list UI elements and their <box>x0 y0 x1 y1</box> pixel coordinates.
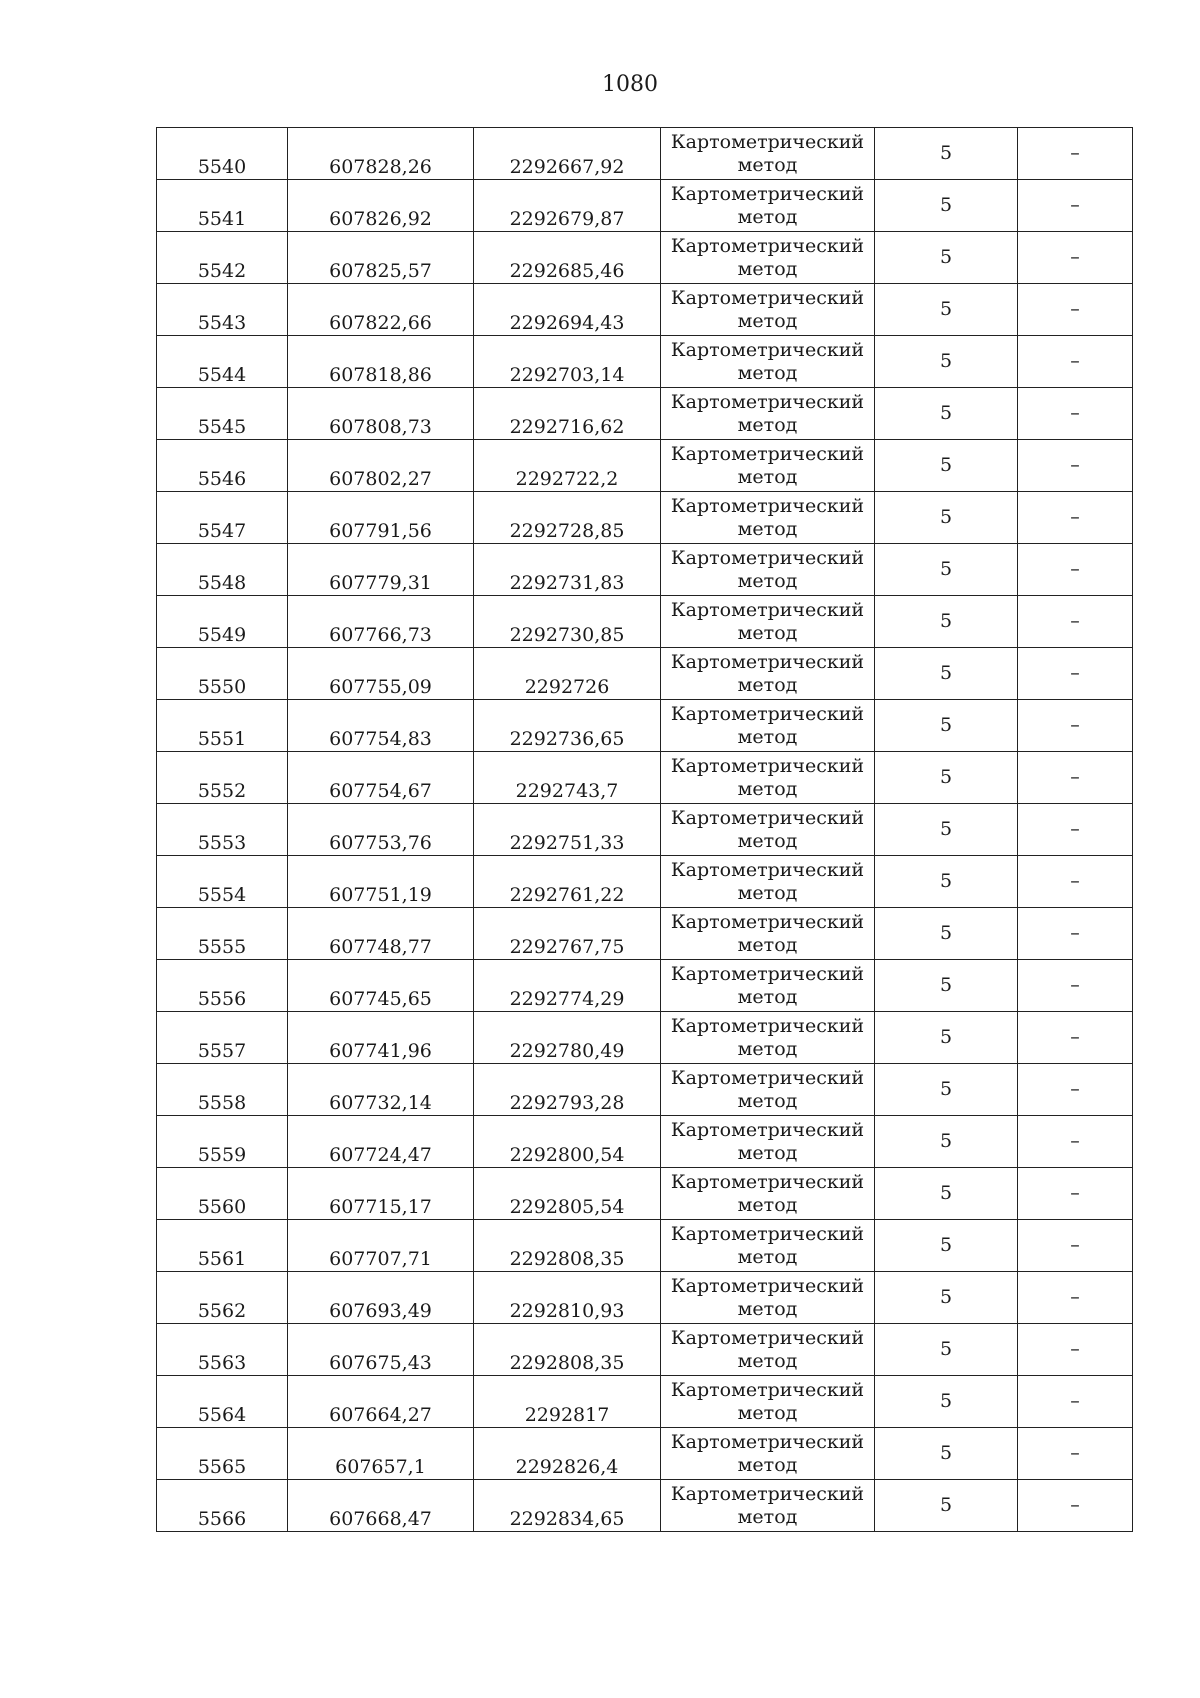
method-cell <box>661 388 875 440</box>
point-number-cell: 5549 <box>157 596 288 648</box>
x-coordinate-cell: 607766,73 <box>288 596 474 648</box>
method-line-2: метод <box>737 517 798 540</box>
method-line-2: метод <box>737 985 798 1008</box>
method-line-1: Картометрический <box>670 962 865 985</box>
method-line-2: метод <box>737 829 798 852</box>
x-coordinate-cell: 607664,27 <box>288 1376 474 1428</box>
note-cell: – <box>1018 544 1133 596</box>
table-row <box>157 232 1133 284</box>
x-coordinate-cell: 607753,76 <box>288 804 474 856</box>
method-cell <box>661 1376 875 1428</box>
method-line-1: Картометрический <box>670 650 865 673</box>
method-line-2: метод <box>737 1193 798 1216</box>
method-cell <box>661 960 875 1012</box>
x-coordinate-cell: 607802,27 <box>288 440 474 492</box>
method-cell <box>661 856 875 908</box>
method-line-1: Картометрический <box>670 286 865 309</box>
point-number-cell: 5551 <box>157 700 288 752</box>
y-coordinate-cell: 2292774,29 <box>474 960 661 1012</box>
method-line-2: метод <box>737 1297 798 1320</box>
accuracy-cell: 5 <box>875 388 1018 440</box>
method-line-2: метод <box>737 933 798 956</box>
table-row <box>157 1116 1133 1168</box>
x-coordinate-cell: 607657,1 <box>288 1428 474 1480</box>
y-coordinate-cell: 2292767,75 <box>474 908 661 960</box>
accuracy-cell: 5 <box>875 960 1018 1012</box>
point-number-cell: 5552 <box>157 752 288 804</box>
method-line-1: Картометрический <box>670 1378 865 1401</box>
y-coordinate-cell: 2292730,85 <box>474 596 661 648</box>
accuracy-cell: 5 <box>875 1376 1018 1428</box>
note-cell: – <box>1018 596 1133 648</box>
accuracy-cell: 5 <box>875 1324 1018 1376</box>
page-number: 1080 <box>602 72 658 97</box>
y-coordinate-cell: 2292694,43 <box>474 284 661 336</box>
point-number-cell: 5547 <box>157 492 288 544</box>
x-coordinate-cell: 607745,65 <box>288 960 474 1012</box>
table-row <box>157 752 1133 804</box>
table-row <box>157 128 1133 180</box>
method-cell <box>661 700 875 752</box>
method-line-1: Картометрический <box>670 1118 865 1141</box>
note-cell: – <box>1018 648 1133 700</box>
method-line-2: метод <box>737 257 798 280</box>
note-cell: – <box>1018 1116 1133 1168</box>
y-coordinate-cell: 2292780,49 <box>474 1012 661 1064</box>
table-row <box>157 336 1133 388</box>
method-line-1: Картометрический <box>670 546 865 569</box>
accuracy-cell: 5 <box>875 1272 1018 1324</box>
y-coordinate-cell: 2292667,92 <box>474 128 661 180</box>
accuracy-cell: 5 <box>875 1220 1018 1272</box>
x-coordinate-cell: 607818,86 <box>288 336 474 388</box>
method-cell <box>661 440 875 492</box>
x-coordinate-cell: 607693,49 <box>288 1272 474 1324</box>
table-row <box>157 388 1133 440</box>
method-cell <box>661 648 875 700</box>
method-line-1: Картометрический <box>670 1222 865 1245</box>
x-coordinate-cell: 607748,77 <box>288 908 474 960</box>
table-row <box>157 700 1133 752</box>
point-number-cell: 5557 <box>157 1012 288 1064</box>
method-line-2: метод <box>737 569 798 592</box>
method-line-1: Картометрический <box>670 234 865 257</box>
note-cell: – <box>1018 1220 1133 1272</box>
x-coordinate-cell: 607791,56 <box>288 492 474 544</box>
method-line-2: метод <box>737 1453 798 1476</box>
y-coordinate-cell: 2292751,33 <box>474 804 661 856</box>
table-row <box>157 492 1133 544</box>
method-cell <box>661 804 875 856</box>
method-line-1: Картометрический <box>670 1326 865 1349</box>
accuracy-cell: 5 <box>875 1012 1018 1064</box>
method-line-2: метод <box>737 673 798 696</box>
x-coordinate-cell: 607754,67 <box>288 752 474 804</box>
accuracy-cell: 5 <box>875 1064 1018 1116</box>
method-line-2: метод <box>737 309 798 332</box>
accuracy-cell: 5 <box>875 648 1018 700</box>
point-number-cell: 5545 <box>157 388 288 440</box>
method-line-1: Картометрический <box>670 338 865 361</box>
x-coordinate-cell: 607808,73 <box>288 388 474 440</box>
note-cell: – <box>1018 1272 1133 1324</box>
table-row <box>157 1324 1133 1376</box>
accuracy-cell: 5 <box>875 856 1018 908</box>
method-line-1: Картометрический <box>670 754 865 777</box>
note-cell: – <box>1018 1428 1133 1480</box>
y-coordinate-cell: 2292731,83 <box>474 544 661 596</box>
method-line-1: Картометрический <box>670 1430 865 1453</box>
accuracy-cell: 5 <box>875 752 1018 804</box>
accuracy-cell: 5 <box>875 908 1018 960</box>
x-coordinate-cell: 607822,66 <box>288 284 474 336</box>
method-line-1: Картометрический <box>670 598 865 621</box>
note-cell: – <box>1018 232 1133 284</box>
method-cell <box>661 1272 875 1324</box>
point-number-cell: 5561 <box>157 1220 288 1272</box>
x-coordinate-cell: 607755,09 <box>288 648 474 700</box>
x-coordinate-cell: 607779,31 <box>288 544 474 596</box>
method-line-1: Картометрический <box>670 858 865 881</box>
accuracy-cell: 5 <box>875 128 1018 180</box>
note-cell: – <box>1018 1168 1133 1220</box>
method-line-1: Картометрический <box>670 806 865 829</box>
y-coordinate-cell: 2292679,87 <box>474 180 661 232</box>
x-coordinate-cell: 607825,57 <box>288 232 474 284</box>
note-cell: – <box>1018 128 1133 180</box>
method-line-1: Картометрический <box>670 442 865 465</box>
method-line-1: Картометрический <box>670 1066 865 1089</box>
point-number-cell: 5566 <box>157 1480 288 1532</box>
point-number-cell: 5540 <box>157 128 288 180</box>
note-cell: – <box>1018 440 1133 492</box>
table-row <box>157 648 1133 700</box>
y-coordinate-cell: 2292685,46 <box>474 232 661 284</box>
note-cell: – <box>1018 492 1133 544</box>
accuracy-cell: 5 <box>875 596 1018 648</box>
table-row <box>157 1272 1133 1324</box>
y-coordinate-cell: 2292728,85 <box>474 492 661 544</box>
table-row <box>157 856 1133 908</box>
accuracy-cell: 5 <box>875 336 1018 388</box>
method-line-2: метод <box>737 1089 798 1112</box>
y-coordinate-cell: 2292810,93 <box>474 1272 661 1324</box>
method-cell <box>661 492 875 544</box>
note-cell: – <box>1018 1376 1133 1428</box>
method-cell <box>661 1428 875 1480</box>
method-line-2: метод <box>737 465 798 488</box>
method-line-2: метод <box>737 1349 798 1372</box>
accuracy-cell: 5 <box>875 440 1018 492</box>
point-number-cell: 5560 <box>157 1168 288 1220</box>
method-line-2: метод <box>737 1037 798 1060</box>
table-row <box>157 1428 1133 1480</box>
y-coordinate-cell: 2292800,54 <box>474 1116 661 1168</box>
method-line-1: Картометрический <box>670 1482 865 1505</box>
x-coordinate-cell: 607668,47 <box>288 1480 474 1532</box>
method-line-1: Картометрический <box>670 130 865 153</box>
point-number-cell: 5556 <box>157 960 288 1012</box>
method-line-1: Картометрический <box>670 1274 865 1297</box>
method-cell <box>661 1064 875 1116</box>
method-line-1: Картометрический <box>670 1170 865 1193</box>
point-number-cell: 5546 <box>157 440 288 492</box>
method-cell <box>661 1324 875 1376</box>
accuracy-cell: 5 <box>875 1116 1018 1168</box>
method-line-1: Картометрический <box>670 390 865 413</box>
note-cell: – <box>1018 752 1133 804</box>
method-line-2: метод <box>737 1245 798 1268</box>
y-coordinate-cell: 2292834,65 <box>474 1480 661 1532</box>
note-cell: – <box>1018 180 1133 232</box>
x-coordinate-cell: 607751,19 <box>288 856 474 908</box>
accuracy-cell: 5 <box>875 700 1018 752</box>
x-coordinate-cell: 607826,92 <box>288 180 474 232</box>
note-cell: – <box>1018 856 1133 908</box>
table-row <box>157 1064 1133 1116</box>
y-coordinate-cell: 2292736,65 <box>474 700 661 752</box>
method-line-2: метод <box>737 1505 798 1528</box>
method-cell <box>661 544 875 596</box>
method-cell <box>661 596 875 648</box>
x-coordinate-cell: 607675,43 <box>288 1324 474 1376</box>
point-number-cell: 5542 <box>157 232 288 284</box>
table-row <box>157 180 1133 232</box>
y-coordinate-cell: 2292761,22 <box>474 856 661 908</box>
method-cell <box>661 232 875 284</box>
y-coordinate-cell: 2292716,62 <box>474 388 661 440</box>
x-coordinate-cell: 607724,47 <box>288 1116 474 1168</box>
y-coordinate-cell: 2292805,54 <box>474 1168 661 1220</box>
note-cell: – <box>1018 700 1133 752</box>
y-coordinate-cell: 2292808,35 <box>474 1220 661 1272</box>
accuracy-cell: 5 <box>875 492 1018 544</box>
table-row <box>157 1220 1133 1272</box>
note-cell: – <box>1018 388 1133 440</box>
y-coordinate-cell: 2292703,14 <box>474 336 661 388</box>
point-number-cell: 5548 <box>157 544 288 596</box>
method-cell <box>661 284 875 336</box>
y-coordinate-cell: 2292826,4 <box>474 1428 661 1480</box>
table-row <box>157 804 1133 856</box>
point-number-cell: 5550 <box>157 648 288 700</box>
accuracy-cell: 5 <box>875 1428 1018 1480</box>
table-row <box>157 1480 1133 1532</box>
method-line-2: метод <box>737 621 798 644</box>
note-cell: – <box>1018 336 1133 388</box>
y-coordinate-cell: 2292722,2 <box>474 440 661 492</box>
method-line-2: метод <box>737 413 798 436</box>
method-line-1: Картометрический <box>670 910 865 933</box>
x-coordinate-cell: 607732,14 <box>288 1064 474 1116</box>
accuracy-cell: 5 <box>875 232 1018 284</box>
table-row <box>157 1376 1133 1428</box>
table-row <box>157 1168 1133 1220</box>
method-line-2: метод <box>737 1141 798 1164</box>
table-row <box>157 908 1133 960</box>
accuracy-cell: 5 <box>875 1168 1018 1220</box>
note-cell: – <box>1018 284 1133 336</box>
accuracy-cell: 5 <box>875 544 1018 596</box>
method-cell <box>661 1168 875 1220</box>
note-cell: – <box>1018 804 1133 856</box>
method-cell <box>661 908 875 960</box>
method-line-2: метод <box>737 777 798 800</box>
accuracy-cell: 5 <box>875 804 1018 856</box>
method-line-2: метод <box>737 153 798 176</box>
point-number-cell: 5544 <box>157 336 288 388</box>
method-cell <box>661 1012 875 1064</box>
method-line-2: метод <box>737 205 798 228</box>
point-number-cell: 5562 <box>157 1272 288 1324</box>
method-line-1: Картометрический <box>670 494 865 517</box>
x-coordinate-cell: 607754,83 <box>288 700 474 752</box>
note-cell: – <box>1018 1480 1133 1532</box>
point-number-cell: 5564 <box>157 1376 288 1428</box>
note-cell: – <box>1018 1324 1133 1376</box>
point-number-cell: 5541 <box>157 180 288 232</box>
method-cell <box>661 128 875 180</box>
method-line-2: метод <box>737 725 798 748</box>
method-cell <box>661 1116 875 1168</box>
method-cell <box>661 1480 875 1532</box>
method-cell <box>661 1220 875 1272</box>
x-coordinate-cell: 607828,26 <box>288 128 474 180</box>
method-cell <box>661 752 875 804</box>
note-cell: – <box>1018 1064 1133 1116</box>
table-row <box>157 1012 1133 1064</box>
point-number-cell: 5565 <box>157 1428 288 1480</box>
table-row <box>157 284 1133 336</box>
table-row <box>157 960 1133 1012</box>
method-cell <box>661 336 875 388</box>
y-coordinate-cell: 2292817 <box>474 1376 661 1428</box>
y-coordinate-cell: 2292726 <box>474 648 661 700</box>
x-coordinate-cell: 607715,17 <box>288 1168 474 1220</box>
point-number-cell: 5554 <box>157 856 288 908</box>
method-line-2: метод <box>737 361 798 384</box>
method-line-2: метод <box>737 881 798 904</box>
table-row <box>157 596 1133 648</box>
note-cell: – <box>1018 908 1133 960</box>
accuracy-cell: 5 <box>875 1480 1018 1532</box>
point-number-cell: 5559 <box>157 1116 288 1168</box>
note-cell: – <box>1018 960 1133 1012</box>
point-number-cell: 5555 <box>157 908 288 960</box>
point-number-cell: 5543 <box>157 284 288 336</box>
note-cell: – <box>1018 1012 1133 1064</box>
y-coordinate-cell: 2292743,7 <box>474 752 661 804</box>
coordinates-table-body <box>157 128 1133 1532</box>
table-row <box>157 440 1133 492</box>
y-coordinate-cell: 2292793,28 <box>474 1064 661 1116</box>
method-line-1: Картометрический <box>670 182 865 205</box>
accuracy-cell: 5 <box>875 284 1018 336</box>
x-coordinate-cell: 607741,96 <box>288 1012 474 1064</box>
point-number-cell: 5553 <box>157 804 288 856</box>
point-number-cell: 5558 <box>157 1064 288 1116</box>
method-line-1: Картометрический <box>670 1014 865 1037</box>
method-cell <box>661 180 875 232</box>
method-line-1: Картометрический <box>670 702 865 725</box>
point-number-cell: 5563 <box>157 1324 288 1376</box>
coordinates-table <box>156 127 1133 1532</box>
y-coordinate-cell: 2292808,35 <box>474 1324 661 1376</box>
method-line-2: метод <box>737 1401 798 1424</box>
accuracy-cell: 5 <box>875 180 1018 232</box>
table-row <box>157 544 1133 596</box>
x-coordinate-cell: 607707,71 <box>288 1220 474 1272</box>
